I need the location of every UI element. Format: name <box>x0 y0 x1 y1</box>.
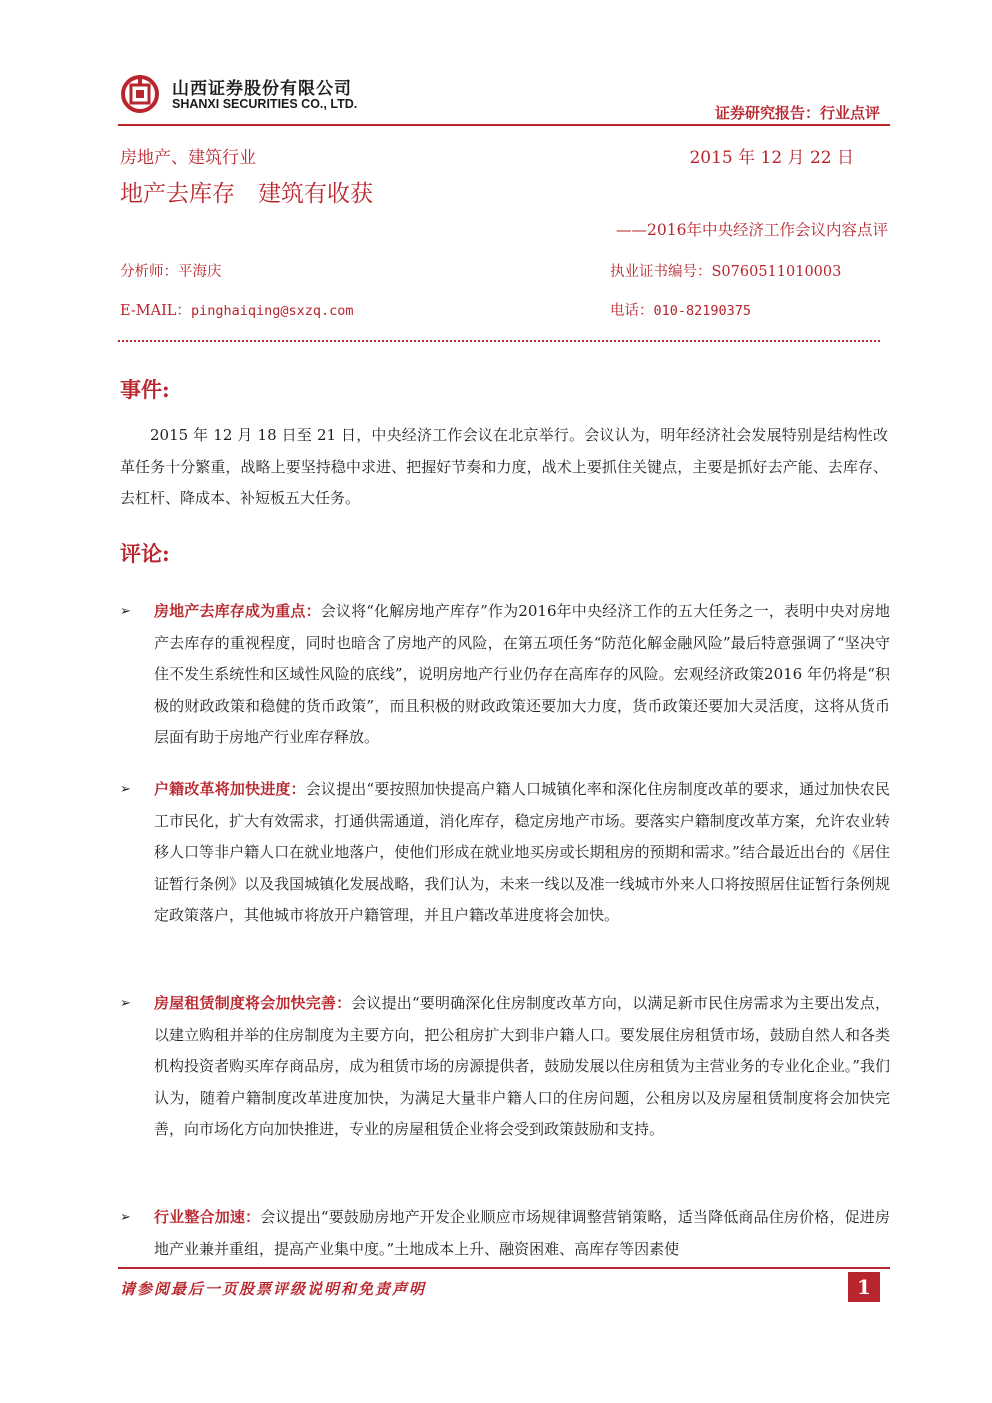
comment-item <box>120 1202 890 1266</box>
analyst-name: 分析师：平海庆 <box>120 264 222 280</box>
disclaimer-note: 请参阅最后一页股票评级说明和免责声明 <box>120 1280 427 1298</box>
bullet-arrow-icon: ➢ <box>120 604 131 619</box>
comment-item-head: 行业整合加速： <box>154 1208 261 1226</box>
comment-item <box>120 596 890 754</box>
comment-item <box>120 988 890 1146</box>
analyst-email <box>120 299 354 320</box>
company-name-cn: 山西证券股份有限公司 <box>172 79 352 99</box>
comment-item-head: 房屋租赁制度将会加快完善： <box>154 994 352 1012</box>
email-address[interactable]: pinghaiqing@sxzq.com <box>190 303 354 319</box>
footer-divider <box>118 1267 890 1269</box>
report-date: 2015 年 12 月 22 日 <box>689 148 854 168</box>
bullet-arrow-icon: ➢ <box>120 1210 131 1225</box>
bullet-arrow-icon: ➢ <box>120 996 131 1011</box>
bullet-arrow-icon: ➢ <box>120 782 131 797</box>
analyst-phone <box>610 299 751 320</box>
company-name-en: SHANXI SECURITIES CO., LTD. <box>172 97 358 111</box>
comment-item-body: 会议提出“要鼓励房地产开发企业顺应市场规律调整营销策略，适当降低商品住房价格，促进房地产业兼并重组，提高产业集中度。”土地成本上升、融资困难、高库存等因素使 <box>154 1208 890 1258</box>
email-label: E-MAIL： <box>120 303 191 319</box>
comment-item-body: 会议提出“要按照加快提高户籍人口城镇化率和深化住房制度改革的要求，通过加快农民工市民化，扩大有效需求，打通供需通道，消化库存，稳定房地产市场。要落实户籍制度改革方案，允许农业转移人口等非户籍人口在就业地落户，使他们形成在就业地买房或长期租房的预期和需求。”结合最近出台的《居住证暂行条例》以及我国城镇化发展战略，我们认为，未来一线以及准一线城市外来人口将按照居住证暂行条例规定政策落户，其他城市将放开户籍管理，并且户籍改革进度将会加快。 <box>154 780 890 924</box>
page-number: 1 <box>848 1272 880 1302</box>
report-type: 证券研究报告：行业点评 <box>714 104 880 122</box>
event-paragraph: 2015 年 12 月 18 日至 21 日，中央经济工作会议在北京举行。会议认为，明年经济社会发展特别是结构性改革任务十分繁重，战略上要坚持稳中求进、把握好节奏和力度，战术上要抓住关键点，主要是抓好去产能、去库存、去杠杆、降成本、补短板五大任务。 <box>120 426 888 507</box>
report-title: 地产去库存 建筑有收获 <box>120 181 373 207</box>
certificate-number: 执业证书编号：S0760511010003 <box>610 264 842 280</box>
meta-divider <box>118 340 880 342</box>
comment-heading: 评论: <box>120 541 170 566</box>
header-divider <box>118 124 890 126</box>
comment-item-body: 会议将“化解房地产库存”作为2016年中央经济工作的五大任务之一，表明中央对房地产去库存的重视程度，同时也暗含了房地产的风险，在第五项任务“防范化解金融风险”最后特意强调了“坚决守住不发生系统性和区域性风险的底线”，说明房地产行业仍存在高库存的风险。宏观经济政策2016 年仍将是“积极的财政政策和稳健的货币政策”，而且积极的财政政策还要加大力度，货币政策还要加大灵活度，这将从货币层面有助于房地产行业库存释放。 <box>154 602 890 746</box>
report-subtitle: ——2016年中央经济工作会议内容点评 <box>616 221 888 239</box>
phone-number: 010-82190375 <box>653 303 752 319</box>
event-heading: 事件: <box>120 377 170 402</box>
comment-item-head: 房地产去库存成为重点： <box>154 602 321 620</box>
shanxi-securities-logo-icon <box>120 74 160 114</box>
industry-label: 房地产、建筑行业 <box>120 148 256 168</box>
phone-label: 电话： <box>610 303 654 319</box>
comment-item-body: 会议提出“要明确深化住房制度改革方向，以满足新市民住房需求为主要出发点，以建立购租并举的住房制度为主要方向，把公租房扩大到非户籍人口。要发展住房租赁市场，鼓励自然人和各类机构投资者购买库存商品房，成为租赁市场的房源提供者，鼓励发展以住房租赁为主营业务的专业化企业。”我们认为，随着户籍制度改革进度加快，为满足大量非户籍人口的住房问题，公租房以及房屋租赁制度将会加快完善，向市场化方向加快推进，专业的房屋租赁企业将会受到政策鼓励和支持。 <box>154 994 890 1138</box>
comment-item <box>120 774 890 932</box>
comment-item-head: 户籍改革将加快进度： <box>154 780 306 798</box>
